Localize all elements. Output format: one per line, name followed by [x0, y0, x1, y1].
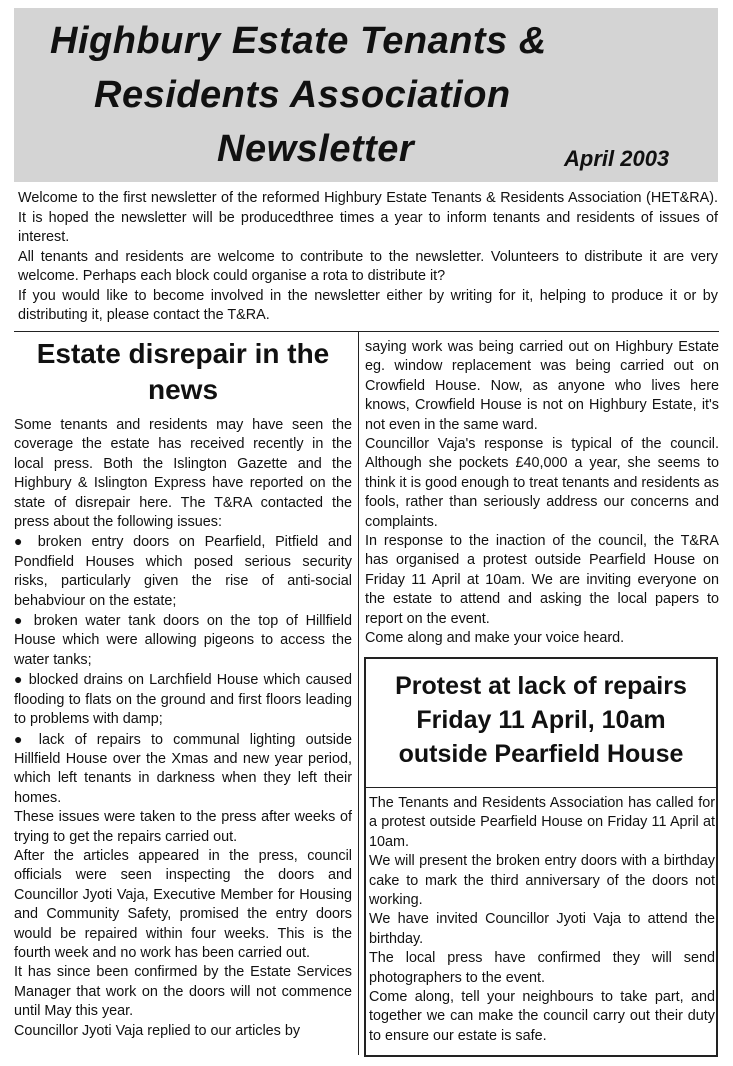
article-paragraph: Councillor Jyoti Vaja replied to our articles by [14, 1022, 301, 1039]
intro-paragraph: Welcome to the first newsletter of the reformed Highbury Estate Tenants & Residents Association (HET&RA). It is hoped the newsletter will be producedthree times a year to inform tenants and residents of issues of interest. [18, 190, 718, 245]
bullet-icon: ● [14, 533, 38, 550]
article-paragraph: After the articles appeared in the press, council officials were seen inspecting the doors and Councillor Jyoti Vaja, Executive Member for Housing and Community Safety, promised the entry doors would be repaired within four weeks. This is the fourth week and no work has been carried out. [14, 847, 352, 961]
newsletter-title-line-3: Newsletter [217, 128, 415, 170]
protest-paragraph: We have invited Councillor Jyoti Vaja to attend the birthday. [369, 911, 715, 947]
protest-paragraph: The local press have confirmed they will send photographers to the event. [369, 950, 715, 986]
newsletter-title-line-2: Residents Association [94, 74, 511, 116]
bullet-item: ● blocked drains on Larchfield House which caused flooding to flats on the ground and first floors leading to problems with damp; [14, 671, 352, 728]
article-paragraph: These issues were taken to the press after weeks of trying to get the repairs carried out. [14, 809, 352, 845]
protest-divider [366, 787, 716, 788]
protest-body [369, 794, 715, 1046]
article-paragraph: In response to the inaction of the council, the T&RA has organised a protest outside Pearfield House on Friday 11 April at 10am. We are inviting everyone on the estate to attend and asking the local papers to report on the event. [365, 533, 719, 627]
column-divider [358, 331, 359, 1055]
protest-headline-line-3: outside Pearfield House [398, 740, 684, 768]
bullet-icon: ● [14, 612, 34, 629]
protest-box [364, 657, 718, 1057]
article-paragraph: It has since been confirmed by the Estate Services Manager that work on the doors will not commence until May this year. [14, 964, 352, 1020]
article-column-left [14, 336, 352, 1041]
protest-paragraph: The Tenants and Residents Association has called for a protest outside Pearfield House on Friday 11 April at 10am. [369, 795, 715, 850]
bullet-icon: ● [14, 671, 29, 688]
protest-headline-line-2: Friday 11 April, 10am [416, 706, 666, 734]
article-paragraph: Councillor Vaja's response is typical of the council. Although she pockets £40,000 a year, she seems to think it is good enough to treat tenants and residents as fools, rather than seriously address our concerns and complaints. [365, 436, 719, 530]
article-paragraph: Some tenants and residents may have seen the coverage the estate has received recently in the local press. Both the Islington Gazette and the Highbury & Islington Express have reported on the state of disrepair here. The T&RA contacted the press about the following issues: [14, 417, 352, 531]
article-paragraph: saying work was being carried out on Highbury Estate eg. window replacement was being carried out on Crowfield House. Now, as anyone who lives here knows, Crowfield House is not on Highbury Estate, it's not even in the same ward. [365, 339, 719, 433]
intro-section [18, 189, 718, 326]
protest-paragraph: Come along, tell your neighbours to take part, and together we can make the council carry out their duty to ensure our estate is safe. [369, 989, 715, 1044]
article-column-right [365, 338, 719, 649]
bullet-icon: ● [14, 730, 39, 747]
intro-paragraph: All tenants and residents are welcome to contribute to the newsletter. Volunteers to distribute it are very welcome. Perhaps each block could organise a rota to distribute it? [18, 248, 718, 284]
article-headline: Estate disrepair in the news [36, 338, 330, 405]
section-divider [14, 331, 719, 332]
protest-headline [366, 669, 716, 771]
protest-paragraph: We will present the broken entry doors with a birthday cake to mark the third anniversary of the doors not working. [369, 853, 715, 909]
protest-headline-line-1: Protest at lack of repairs [395, 672, 687, 700]
article-body [14, 416, 352, 1041]
bullet-item: ● lack of repairs to communal lighting outside Hillfield House over the Xmas and new year period, which left tenants in darkness when they left their homes. [14, 730, 352, 806]
bullet-item: ● broken water tank doors on the top of Hillfield House which were allowing pigeons to access the water tanks; [14, 612, 352, 668]
bullet-item: ● broken entry doors on Pearfield, Pitfield and Pondfield Houses which posed serious security risks, particularly given the rise of anti-social behabviour on the estate; [14, 533, 352, 609]
article-paragraph: Come along and make your voice heard. [365, 630, 625, 647]
newsletter-title-line-1: Highbury Estate Tenants & [50, 20, 547, 62]
masthead [14, 8, 718, 182]
issue-date: April 2003 [564, 146, 670, 171]
intro-paragraph: If you would like to become involved in the newsletter either by writing for it, helping to produce it or by distributing it, please contact the T&RA. [18, 287, 718, 323]
